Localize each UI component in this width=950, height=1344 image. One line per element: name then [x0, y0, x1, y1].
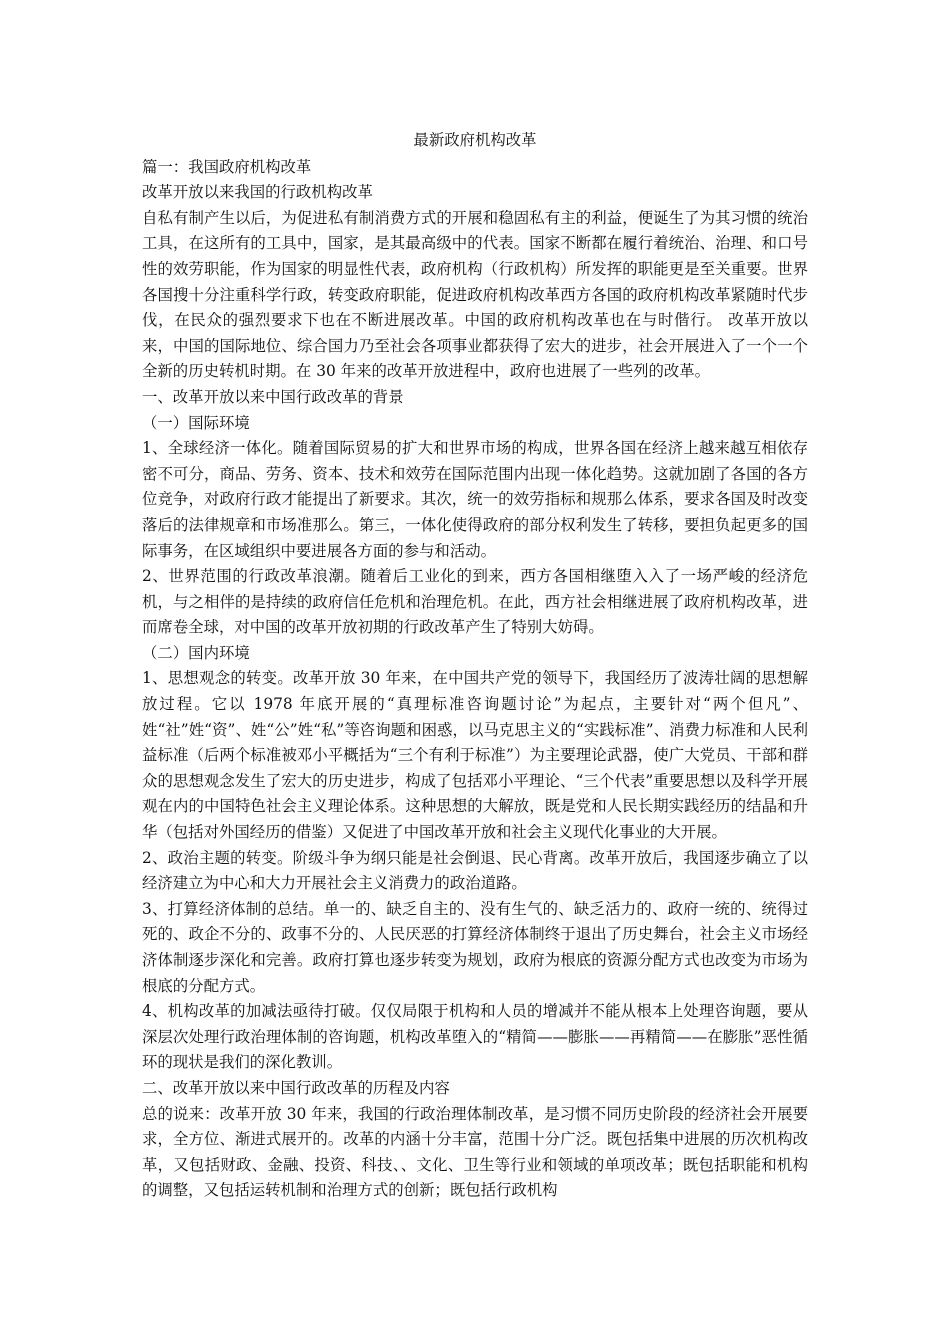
section-heading: 一、改革开放以来中国行政改革的背景: [142, 387, 404, 406]
body-paragraph: 3、打算经济体制的总结。单一的、缺乏自主的、没有生气的、缺乏活力的、政府一统的、统得过死的、政企不分的、政事不分的、人民厌恶的打算经济体制终于退出了历史舞台，社会主义市场经济体制逐步深化和完善。政府打算也逐步转变为规划，政府为根底的资源分配方式也改变为市场为根底的分配方式。: [142, 899, 808, 995]
body-paragraph: 1、思想观念的转变。改革开放 30 年来，在中国共产党的领导下，我国经历了波涛壮阔的思想解放过程。它以 1978 年底开展的“真理标准咨询题讨论”为起点，主要针对“两个但凡”、姓“社”姓“资”、姓“公”姓“私”等咨询题和困惑，以马克思主义的“实践标准”、消费力标准和人民利益标准（后两个标准被邓小平概括为“三个有利于标准”）为主要理论武器，使广大党员、干部和群众的思想观念发生了宏大的历史进步，构成了包括邓小平理论、“三个代表”重要思想以及科学开展观在内的中国特色社会主义理论体系。这种思想的大解放，既是党和人民长期实践经历的结晶和升华（包括对外国经历的借鉴）又促进了中国改革开放和社会主义现代化事业的大开展。: [142, 669, 808, 842]
subsection-heading: 改革开放以来我国的行政机构改革: [142, 183, 373, 202]
body-paragraph: 4、机构改革的加减法亟待打破。仅仅局限于机构和人员的增减并不能从根本上处理咨询题，要从深层次处理行政治理体制的咨询题，机构改革堕入的“精简——膨胀——再精简——在膨胀”恶性循环的现状是我们的深化教训。: [142, 1002, 808, 1072]
body-paragraph: 1、全球经济一体化。随着国际贸易的扩大和世界市场的构成，世界各国在经济上越来越互相依存密不可分，商品、劳务、资本、技术和效劳在国际范围内出现一体化趋势。这就加剧了各国的各方位竞争，对政府行政才能提出了新要求。其次，统一的效劳指标和规那么体系，要求各国及时改变落后的法律规章和市场准那么。第三，一体化使得政府的部分权利发生了转移，要担负起更多的国际事务，在区域组织中要进展各方面的参与和活动。: [142, 439, 808, 560]
document-title: 最新政府机构改革: [413, 131, 537, 149]
subsection-heading: （一）国际环境: [142, 413, 250, 432]
body-paragraph: 2、世界范围的行政改革浪潮。随着后工业化的到来，西方各国相继堕入入了一场严峻的经济危机，与之相伴的是持续的政府信任危机和治理危机。在此，西方社会相继进展了政府机构改革，进而席卷全球，对中国的改革开放初期的行政改革产生了特别大妨碍。: [142, 567, 808, 637]
section-heading: 二、改革开放以来中国行政改革的历程及内容: [142, 1078, 450, 1097]
body-paragraph: 总的说来：改革开放 30 年来，我国的行政治理体制改革，是习惯不同历史阶段的经济社会开展要求，全方位、渐进式展开的。改革的内涵十分丰富，范围十分广泛。既包括集中进展的历次机构改革，又包括财政、金融、投资、科技、、文化、卫生等行业和领域的单项改革；既包括职能和机构的调整，又包括运转机制和治理方式的创新；既包括行政机构: [142, 1104, 808, 1200]
section-heading: 篇一：我国政府机构改革: [142, 157, 312, 176]
document-page: [142, 128, 808, 1204]
body-paragraph: 自私有制产生以后，为促进私有制消费方式的开展和稳固私有主的利益，便诞生了为其习惯的统治工具，在这所有的工具中，国家，是其最高级中的代表。国家不断都在履行着统治、治理、和口号性的效劳职能，作为国家的明显性代表，政府机构（行政机构）所发挥的职能更是至关重要。世界各国搜十分注重科学行政，转变政府职能，促进政府机构改革西方各国的政府机构改革紧随时代步伐，在民众的强烈要求下也在不断进展改革。中国的政府机构改革也在与时偕行。 改革开放以来，中国的国际地位、综合国力乃至社会各项事业都获得了宏大的进步，社会开展进入了一个一个全新的历史转机时期。在 30 年来的改革开放进程中，政府也进展了一些列的改革。: [142, 208, 808, 381]
body-paragraph: 2、政治主题的转变。阶级斗争为纲只能是社会倒退、民心背离。改革开放后，我国逐步确立了以经济建立为中心和大力开展社会主义消费力的政治道路。: [142, 848, 808, 893]
subsection-heading: （二）国内环境: [142, 643, 250, 662]
